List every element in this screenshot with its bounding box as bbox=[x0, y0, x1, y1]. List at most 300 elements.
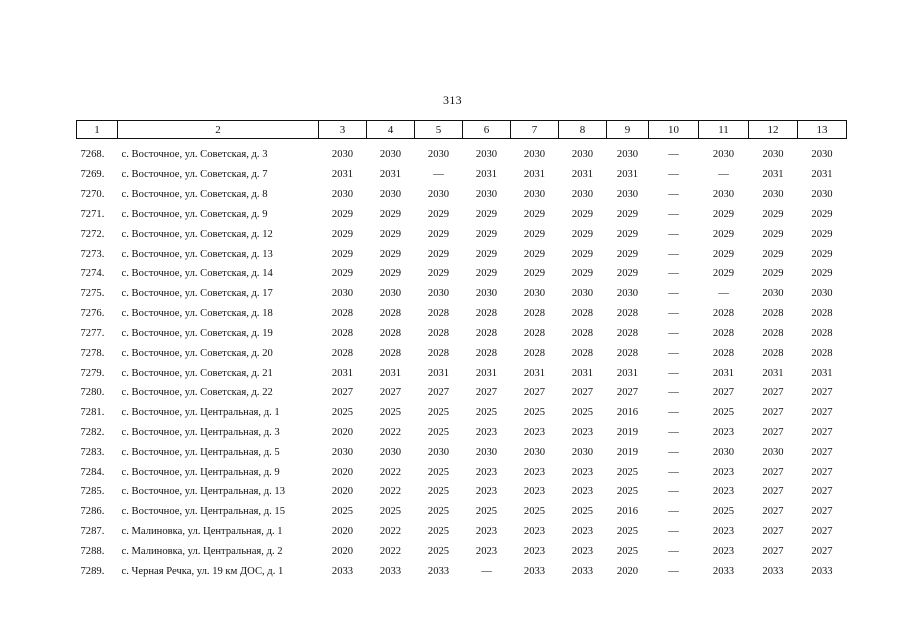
year-cell: 2029 bbox=[475, 268, 498, 280]
year-cell: 2025 bbox=[379, 506, 402, 518]
year-cell: 2028 bbox=[811, 327, 833, 339]
address-cell: с. Восточное, ул. Советская, д. 13 bbox=[121, 248, 273, 260]
year-cell: 2029 bbox=[331, 268, 354, 280]
table-row bbox=[77, 403, 847, 423]
year-cell: 2027 bbox=[712, 387, 735, 399]
row-number-cell: 7274. bbox=[80, 268, 105, 280]
table-row bbox=[77, 185, 847, 205]
year-cell: 2028 bbox=[571, 327, 594, 339]
row-number-cell: 7272. bbox=[80, 228, 105, 240]
year-cell: 2023 bbox=[712, 545, 735, 557]
column-header: 10 bbox=[649, 121, 699, 139]
year-cell: 2030 bbox=[427, 446, 450, 458]
table-row bbox=[77, 442, 847, 462]
column-header: 2 bbox=[118, 121, 319, 139]
year-cell: 2031 bbox=[523, 169, 546, 181]
year-cell: — bbox=[668, 248, 679, 260]
table-row bbox=[77, 145, 847, 165]
year-cell: 2023 bbox=[571, 545, 594, 557]
year-cell: — bbox=[668, 427, 679, 438]
year-cell: — bbox=[668, 446, 679, 458]
year-cell: 2028 bbox=[379, 347, 402, 359]
row-number-cell: 7268. bbox=[80, 149, 105, 161]
year-cell: 2025 bbox=[475, 506, 498, 518]
year-cell: 2030 bbox=[475, 189, 498, 201]
year-cell: 2029 bbox=[762, 228, 784, 240]
year-cell: 2028 bbox=[523, 308, 546, 320]
year-cell: 2030 bbox=[571, 446, 594, 458]
address-cell: с. Восточное, ул. Советская, д. 9 bbox=[121, 208, 268, 220]
year-cell: 2029 bbox=[616, 248, 639, 260]
year-cell: 2031 bbox=[523, 367, 546, 379]
row-number-cell: 7285. bbox=[80, 486, 105, 498]
year-cell: 2027 bbox=[475, 387, 498, 399]
year-cell: — bbox=[668, 208, 679, 220]
address-cell: с. Восточное, ул. Советская, д. 8 bbox=[121, 189, 268, 201]
year-cell: 2029 bbox=[475, 208, 498, 220]
year-cell: 2029 bbox=[712, 268, 735, 280]
table-row bbox=[77, 363, 847, 383]
year-cell: 2023 bbox=[571, 526, 594, 538]
year-cell: 2033 bbox=[762, 565, 784, 577]
year-cell: 2030 bbox=[762, 189, 784, 201]
year-cell: 2023 bbox=[523, 526, 546, 538]
year-cell: 2025 bbox=[616, 466, 639, 478]
year-cell: — bbox=[668, 268, 679, 280]
column-header: 5 bbox=[415, 121, 463, 139]
year-cell: 2028 bbox=[475, 347, 498, 359]
year-cell: 2029 bbox=[523, 208, 546, 220]
address-cell: с. Восточное, ул. Советская, д. 14 bbox=[121, 268, 273, 280]
year-cell: 2023 bbox=[712, 526, 735, 538]
year-cell: — bbox=[668, 526, 679, 538]
column-header: 11 bbox=[699, 121, 749, 139]
year-cell: 2027 bbox=[762, 486, 784, 498]
year-cell: 2028 bbox=[331, 327, 354, 339]
year-cell: 2030 bbox=[762, 149, 784, 161]
address-cell: с. Восточное, ул. Советская, д. 17 bbox=[121, 288, 273, 300]
year-cell: 2028 bbox=[762, 347, 784, 359]
year-cell: 2027 bbox=[811, 407, 833, 419]
year-cell: 2033 bbox=[523, 565, 546, 577]
year-cell: 2029 bbox=[762, 208, 784, 220]
year-cell: 2025 bbox=[427, 427, 450, 438]
year-cell: 2027 bbox=[379, 387, 402, 399]
year-cell: 2030 bbox=[762, 446, 784, 458]
year-cell: 2022 bbox=[379, 545, 402, 557]
address-cell: с. Черная Речка, ул. 19 км ДОС, д. 1 bbox=[121, 565, 284, 577]
year-cell: 2025 bbox=[427, 466, 450, 478]
year-cell: — bbox=[718, 169, 729, 181]
year-cell: 2028 bbox=[616, 347, 639, 359]
year-cell: 2031 bbox=[762, 169, 784, 181]
year-cell: 2023 bbox=[523, 545, 546, 557]
row-number-cell: 7271. bbox=[80, 208, 105, 220]
year-cell: 2019 bbox=[616, 427, 639, 438]
row-number-cell: 7278. bbox=[80, 347, 105, 359]
year-cell: 2027 bbox=[811, 545, 833, 557]
year-cell: 2020 bbox=[331, 486, 354, 498]
year-cell: 2025 bbox=[427, 486, 450, 498]
year-cell: 2028 bbox=[762, 327, 784, 339]
year-cell: 2033 bbox=[712, 565, 735, 577]
year-cell: 2029 bbox=[331, 228, 354, 240]
year-cell: 2028 bbox=[427, 347, 450, 359]
year-cell: — bbox=[433, 169, 444, 181]
year-cell: 2027 bbox=[762, 387, 784, 399]
year-cell: 2029 bbox=[712, 248, 735, 260]
year-cell: 2030 bbox=[811, 149, 833, 161]
address-cell: с. Восточное, ул. Центральная, д. 1 bbox=[121, 407, 280, 419]
year-cell: — bbox=[668, 149, 679, 161]
year-cell: — bbox=[668, 387, 679, 399]
year-cell: 2031 bbox=[616, 367, 639, 379]
year-cell: 2030 bbox=[523, 189, 546, 201]
year-cell: 2029 bbox=[331, 208, 354, 220]
year-cell: 2029 bbox=[379, 248, 402, 260]
year-cell: 2028 bbox=[331, 347, 354, 359]
year-cell: 2030 bbox=[427, 149, 450, 161]
year-cell: 2025 bbox=[427, 545, 450, 557]
schedule-table bbox=[76, 120, 847, 581]
row-number-cell: 7277. bbox=[80, 327, 105, 339]
year-cell: 2031 bbox=[571, 367, 594, 379]
address-cell: с. Восточное, ул. Советская, д. 3 bbox=[121, 149, 268, 161]
year-cell: 2025 bbox=[427, 526, 450, 538]
year-cell: 2029 bbox=[523, 268, 546, 280]
year-cell: 2025 bbox=[571, 407, 594, 419]
year-cell: 2030 bbox=[331, 446, 354, 458]
year-cell: 2028 bbox=[811, 347, 833, 359]
year-cell: 2023 bbox=[712, 466, 735, 478]
row-number-cell: 7284. bbox=[80, 466, 105, 478]
year-cell: 2022 bbox=[379, 427, 402, 438]
column-header: 13 bbox=[798, 121, 847, 139]
year-cell: 2028 bbox=[712, 347, 735, 359]
year-cell: 2030 bbox=[571, 288, 594, 300]
year-cell: 2027 bbox=[616, 387, 639, 399]
year-cell: 2028 bbox=[475, 327, 498, 339]
table-row bbox=[77, 482, 847, 502]
year-cell: 2023 bbox=[475, 427, 498, 438]
year-cell: 2027 bbox=[331, 387, 354, 399]
year-cell: 2025 bbox=[331, 506, 354, 518]
address-cell: с. Восточное, ул. Центральная, д. 15 bbox=[121, 506, 285, 518]
year-cell: 2033 bbox=[379, 565, 402, 577]
year-cell: 2028 bbox=[571, 308, 594, 320]
table-row bbox=[77, 561, 847, 581]
year-cell: 2030 bbox=[379, 149, 402, 161]
year-cell: 2027 bbox=[762, 526, 784, 538]
row-number-cell: 7270. bbox=[80, 189, 105, 201]
year-cell: 2029 bbox=[475, 248, 498, 260]
year-cell: 2025 bbox=[523, 407, 546, 419]
year-cell: 2030 bbox=[811, 288, 833, 300]
column-header: 6 bbox=[463, 121, 511, 139]
year-cell: 2023 bbox=[475, 526, 498, 538]
year-cell: 2020 bbox=[331, 526, 354, 538]
row-number-cell: 7287. bbox=[80, 526, 105, 538]
year-cell: 2016 bbox=[616, 506, 639, 518]
year-cell: 2025 bbox=[427, 506, 450, 518]
table-row bbox=[77, 165, 847, 185]
year-cell: 2022 bbox=[379, 486, 402, 498]
year-cell: 2027 bbox=[811, 466, 833, 478]
year-cell: 2028 bbox=[571, 347, 594, 359]
year-cell: 2023 bbox=[523, 466, 546, 478]
year-cell: 2029 bbox=[571, 228, 594, 240]
year-cell: 2029 bbox=[331, 248, 354, 260]
address-cell: с. Восточное, ул. Центральная, д. 3 bbox=[121, 427, 280, 438]
row-number-cell: 7275. bbox=[80, 288, 105, 300]
row-number-cell: 7276. bbox=[80, 308, 105, 320]
year-cell: 2030 bbox=[616, 149, 639, 161]
year-cell: 2033 bbox=[811, 565, 833, 577]
year-cell: 2025 bbox=[379, 407, 402, 419]
year-cell: 2025 bbox=[616, 486, 639, 498]
address-cell: с. Восточное, ул. Советская, д. 21 bbox=[121, 367, 273, 379]
year-cell: 2027 bbox=[762, 407, 784, 419]
year-cell: 2030 bbox=[712, 446, 735, 458]
year-cell: 2030 bbox=[379, 288, 402, 300]
year-cell: 2031 bbox=[379, 169, 402, 181]
year-cell: 2020 bbox=[331, 466, 354, 478]
year-cell: 2031 bbox=[331, 169, 354, 181]
year-cell: 2027 bbox=[811, 446, 833, 458]
year-cell: — bbox=[668, 169, 679, 181]
year-cell: 2033 bbox=[571, 565, 594, 577]
address-cell: с. Восточное, ул. Центральная, д. 5 bbox=[121, 446, 280, 458]
year-cell: 2025 bbox=[331, 407, 354, 419]
year-cell: 2023 bbox=[571, 486, 594, 498]
year-cell: 2029 bbox=[811, 248, 833, 260]
year-cell: 2029 bbox=[571, 208, 594, 220]
table-row bbox=[77, 323, 847, 343]
year-cell: — bbox=[668, 407, 679, 419]
year-cell: 2030 bbox=[523, 288, 546, 300]
year-cell: 2027 bbox=[762, 427, 784, 438]
year-cell: 2027 bbox=[811, 387, 833, 399]
year-cell: 2025 bbox=[712, 506, 735, 518]
year-cell: 2028 bbox=[616, 308, 639, 320]
year-cell: 2031 bbox=[331, 367, 354, 379]
year-cell: 2031 bbox=[811, 367, 833, 379]
table-row bbox=[77, 522, 847, 542]
year-cell: 2030 bbox=[523, 446, 546, 458]
year-cell: 2030 bbox=[712, 189, 735, 201]
year-cell: 2025 bbox=[427, 407, 450, 419]
year-cell: 2029 bbox=[712, 208, 735, 220]
year-cell: — bbox=[481, 565, 492, 577]
table-row bbox=[77, 343, 847, 363]
year-cell: 2023 bbox=[571, 427, 594, 438]
year-cell: 2023 bbox=[475, 486, 498, 498]
year-cell: 2025 bbox=[616, 526, 639, 538]
year-cell: — bbox=[668, 466, 679, 478]
address-cell: с. Восточное, ул. Советская, д. 18 bbox=[121, 308, 273, 320]
table-row bbox=[77, 224, 847, 244]
table-row bbox=[77, 304, 847, 324]
column-header: 3 bbox=[319, 121, 367, 139]
year-cell: 2029 bbox=[475, 228, 498, 240]
year-cell: 2023 bbox=[571, 466, 594, 478]
year-cell: 2029 bbox=[427, 208, 450, 220]
year-cell: 2030 bbox=[379, 189, 402, 201]
year-cell: 2030 bbox=[427, 288, 450, 300]
row-number-cell: 7273. bbox=[80, 248, 105, 260]
year-cell: — bbox=[668, 327, 679, 339]
year-cell: 2027 bbox=[523, 387, 546, 399]
year-cell: 2023 bbox=[475, 466, 498, 478]
column-header: 9 bbox=[607, 121, 649, 139]
year-cell: 2029 bbox=[762, 268, 784, 280]
year-cell: 2027 bbox=[811, 526, 833, 538]
year-cell: 2027 bbox=[762, 545, 784, 557]
row-number-cell: 7281. bbox=[80, 407, 105, 419]
page-number: 313 bbox=[443, 93, 462, 107]
year-cell: — bbox=[668, 545, 679, 557]
year-cell: — bbox=[668, 565, 679, 577]
row-number-cell: 7288. bbox=[80, 545, 105, 557]
row-number-cell: 7289. bbox=[80, 565, 105, 577]
year-cell: 2029 bbox=[712, 228, 735, 240]
year-cell: 2027 bbox=[811, 427, 833, 438]
table-row bbox=[77, 284, 847, 304]
year-cell: 2031 bbox=[475, 169, 498, 181]
year-cell: 2029 bbox=[427, 248, 450, 260]
year-cell: 2030 bbox=[571, 189, 594, 201]
year-cell: 2028 bbox=[523, 327, 546, 339]
address-cell: с. Восточное, ул. Советская, д. 22 bbox=[121, 387, 273, 399]
year-cell: 2030 bbox=[427, 189, 450, 201]
year-cell: 2023 bbox=[712, 486, 735, 498]
row-number-cell: 7286. bbox=[80, 506, 105, 518]
year-cell: 2023 bbox=[475, 545, 498, 557]
year-cell: 2023 bbox=[523, 486, 546, 498]
year-cell: 2022 bbox=[379, 466, 402, 478]
row-number-cell: 7269. bbox=[80, 169, 105, 181]
year-cell: 2029 bbox=[811, 268, 833, 280]
year-cell: 2028 bbox=[712, 327, 735, 339]
year-cell: — bbox=[718, 288, 729, 300]
address-cell: с. Малиновка, ул. Центральная, д. 1 bbox=[121, 526, 283, 538]
year-cell: 2030 bbox=[616, 288, 639, 300]
column-header: 7 bbox=[511, 121, 559, 139]
year-cell: 2029 bbox=[811, 228, 833, 240]
address-cell: с. Восточное, ул. Советская, д. 12 bbox=[121, 228, 273, 240]
table-row bbox=[77, 502, 847, 522]
year-cell: 2027 bbox=[571, 387, 594, 399]
table-row bbox=[77, 264, 847, 284]
column-header: 8 bbox=[559, 121, 607, 139]
year-cell: 2028 bbox=[427, 308, 450, 320]
year-cell: 2029 bbox=[523, 248, 546, 260]
year-cell: 2025 bbox=[475, 407, 498, 419]
year-cell: — bbox=[668, 367, 679, 379]
year-cell: 2028 bbox=[331, 308, 354, 320]
year-cell: 2028 bbox=[762, 308, 784, 320]
year-cell: 2023 bbox=[523, 427, 546, 438]
year-cell: 2031 bbox=[571, 169, 594, 181]
year-cell: 2028 bbox=[379, 308, 402, 320]
year-cell: 2019 bbox=[616, 446, 639, 458]
year-cell: 2027 bbox=[811, 506, 833, 518]
year-cell: 2033 bbox=[427, 565, 450, 577]
address-cell: с. Восточное, ул. Советская, д. 7 bbox=[121, 169, 268, 181]
column-header: 1 bbox=[77, 121, 118, 139]
year-cell: — bbox=[668, 506, 679, 518]
year-cell: — bbox=[668, 189, 679, 201]
year-cell: 2027 bbox=[762, 506, 784, 518]
year-cell: 2027 bbox=[427, 387, 450, 399]
year-cell: 2031 bbox=[427, 367, 450, 379]
year-cell: 2025 bbox=[712, 407, 735, 419]
address-cell: с. Восточное, ул. Центральная, д. 9 bbox=[121, 466, 280, 478]
address-cell: с. Восточное, ул. Советская, д. 19 bbox=[121, 327, 273, 339]
year-cell: 2028 bbox=[379, 327, 402, 339]
year-cell: 2022 bbox=[379, 526, 402, 538]
year-cell: 2029 bbox=[571, 248, 594, 260]
year-cell: 2030 bbox=[616, 189, 639, 201]
year-cell: 2030 bbox=[475, 288, 498, 300]
year-cell: 2028 bbox=[616, 327, 639, 339]
year-cell: 2030 bbox=[712, 149, 735, 161]
year-cell: — bbox=[668, 347, 679, 359]
table-row bbox=[77, 462, 847, 482]
year-cell: 2029 bbox=[427, 268, 450, 280]
table-row bbox=[77, 383, 847, 403]
year-cell: 2031 bbox=[712, 367, 735, 379]
table-header-row bbox=[77, 121, 847, 139]
year-cell: 2031 bbox=[379, 367, 402, 379]
year-cell: 2029 bbox=[427, 228, 450, 240]
year-cell: 2029 bbox=[616, 268, 639, 280]
year-cell: 2028 bbox=[712, 308, 735, 320]
year-cell: — bbox=[668, 308, 679, 320]
year-cell: 2029 bbox=[379, 228, 402, 240]
row-number-cell: 7283. bbox=[80, 446, 105, 458]
address-cell: с. Восточное, ул. Советская, д. 20 bbox=[121, 347, 273, 359]
year-cell: 2031 bbox=[475, 367, 498, 379]
year-cell: 2029 bbox=[523, 228, 546, 240]
column-header: 4 bbox=[367, 121, 415, 139]
address-cell: с. Восточное, ул. Центральная, д. 13 bbox=[121, 486, 285, 498]
table-row bbox=[77, 423, 847, 443]
row-number-cell: 7282. bbox=[80, 427, 105, 438]
year-cell: 2029 bbox=[616, 228, 639, 240]
year-cell: 2029 bbox=[571, 268, 594, 280]
year-cell: 2029 bbox=[762, 248, 784, 260]
year-cell: 2020 bbox=[616, 565, 639, 577]
year-cell: 2020 bbox=[331, 545, 354, 557]
table-row bbox=[77, 204, 847, 224]
year-cell: — bbox=[668, 288, 679, 300]
year-cell: 2028 bbox=[427, 327, 450, 339]
year-cell: 2025 bbox=[571, 506, 594, 518]
year-cell: 2030 bbox=[331, 149, 354, 161]
year-cell: 2029 bbox=[811, 208, 833, 220]
year-cell: 2030 bbox=[811, 189, 833, 201]
table-row bbox=[77, 244, 847, 264]
table-row bbox=[77, 542, 847, 562]
year-cell: — bbox=[668, 228, 679, 240]
year-cell: 2030 bbox=[571, 149, 594, 161]
year-cell: 2031 bbox=[616, 169, 639, 181]
year-cell: 2030 bbox=[331, 288, 354, 300]
year-cell: 2030 bbox=[523, 149, 546, 161]
year-cell: 2027 bbox=[811, 486, 833, 498]
address-cell: с. Малиновка, ул. Центральная, д. 2 bbox=[121, 545, 283, 557]
